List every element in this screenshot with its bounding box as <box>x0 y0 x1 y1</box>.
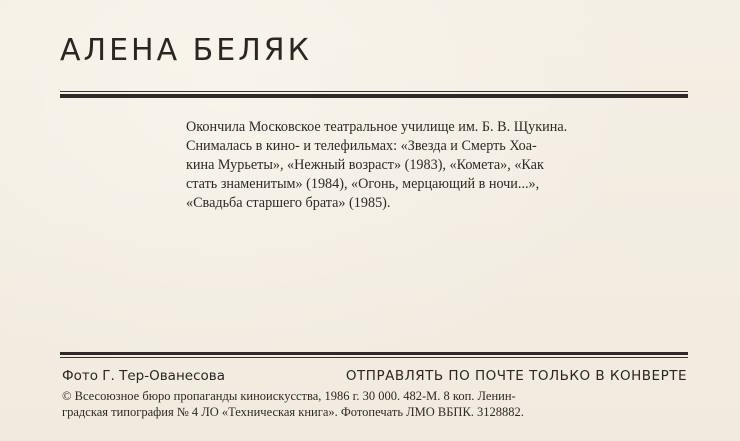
header-divider-thick <box>60 94 688 98</box>
mailing-notice: ОТПРАВЛЯТЬ ПО ПОЧТЕ ТОЛЬКО В КОНВЕРТЕ <box>345 368 687 384</box>
imprint-line: градская типография № 4 ЛО «Техническая книга». Фотопечать ЛМО ВБПК. 3128882. <box>62 405 524 419</box>
photo-credit: Фото Г. Тер-Ованесова <box>62 368 226 384</box>
biography-paragraph <box>186 118 688 213</box>
footer-divider-thin <box>60 357 688 358</box>
bio-line: «Свадьба старшего брата» (1985). <box>186 195 391 211</box>
bio-line: Снималась в кино- и телефильмах: «Звезда и Смерть Хоа- <box>186 138 537 154</box>
bio-line: кина Мурьеты», «Нежный возраст» (1983), «Комета», «Как <box>186 157 544 173</box>
header-divider-thin <box>60 91 688 92</box>
publisher-imprint <box>62 388 688 420</box>
bio-line: стать знаменитым» (1984), «Огонь, мерцающий в ночи...», <box>186 176 540 192</box>
bio-line: Окончила Московское театральное училище им. Б. В. Щукина. <box>186 119 568 135</box>
imprint-line: © Всесоюзное бюро пропаганды киноискусства, 1986 г. 30 000. 482-М. 8 коп. Ленин- <box>62 389 516 403</box>
actress-name-title: АЛЕНА БЕЛЯК <box>60 33 312 68</box>
footer-divider-thick <box>60 352 688 355</box>
